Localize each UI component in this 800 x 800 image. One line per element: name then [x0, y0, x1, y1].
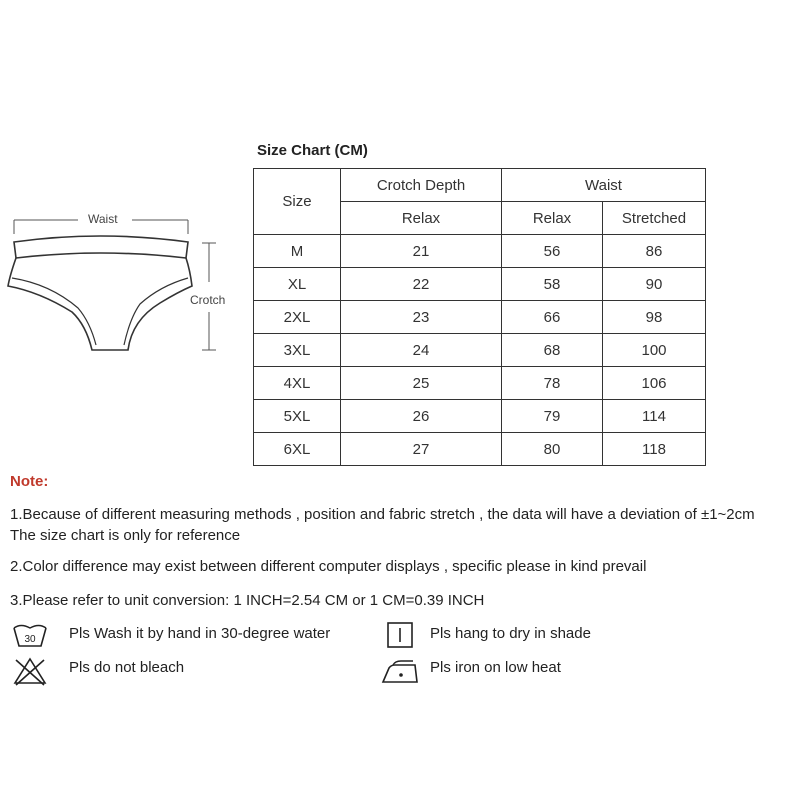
- cell-waist-relax: 66: [502, 301, 603, 334]
- briefs-outline-illustration: [0, 200, 245, 365]
- cell-waist-stretched: 118: [603, 433, 706, 466]
- hand-wash-icon: [12, 622, 48, 655]
- size-rows: [254, 235, 706, 466]
- header-size: Size: [254, 169, 341, 235]
- table-header-row: [254, 169, 706, 202]
- cell-waist-relax: 68: [502, 334, 603, 367]
- size-chart-table: [253, 168, 706, 466]
- cell-waist-relax: 79: [502, 400, 603, 433]
- table-row: [254, 235, 706, 268]
- wash-temperature: 30: [24, 634, 36, 645]
- cell-waist-stretched: 86: [603, 235, 706, 268]
- table-row: [254, 433, 706, 466]
- cell-waist-stretched: 106: [603, 367, 706, 400]
- waist-label: Waist: [88, 212, 118, 226]
- cell-crotch-relax: 26: [341, 400, 502, 433]
- iron-low-icon: [379, 660, 421, 691]
- note-line-1: 1.Because of different measuring methods , position and fabric stretch , the data will have a deviation of ±1~2cm: [10, 506, 755, 523]
- cell-size: 2XL: [254, 301, 341, 334]
- subheader-crotch-relax: Relax: [341, 202, 502, 235]
- header-waist: Waist: [502, 169, 706, 202]
- table-row: [254, 301, 706, 334]
- cell-crotch-relax: 25: [341, 367, 502, 400]
- table-row: [254, 367, 706, 400]
- cell-size: 5XL: [254, 400, 341, 433]
- cell-waist-relax: 78: [502, 367, 603, 400]
- table-row: [254, 400, 706, 433]
- cell-waist-relax: 56: [502, 235, 603, 268]
- note-line-1b: The size chart is only for reference: [10, 527, 241, 544]
- hang-dry-icon: [387, 622, 413, 653]
- no-bleach-icon: [12, 656, 48, 691]
- cell-crotch-relax: 22: [341, 268, 502, 301]
- cell-crotch-relax: 23: [341, 301, 502, 334]
- cell-waist-stretched: 114: [603, 400, 706, 433]
- cell-crotch-relax: 27: [341, 433, 502, 466]
- cell-size: 3XL: [254, 334, 341, 367]
- bleach-instruction: Pls do not bleach: [69, 659, 185, 676]
- table-row: [254, 268, 706, 301]
- cell-waist-relax: 58: [502, 268, 603, 301]
- cell-size: XL: [254, 268, 341, 301]
- subheader-waist-relax: Relax: [502, 202, 603, 235]
- cell-waist-stretched: 98: [603, 301, 706, 334]
- header-crotch-depth: Crotch Depth: [341, 169, 502, 202]
- briefs-diagram: [0, 200, 245, 365]
- wash-instruction: Pls Wash it by hand in 30-degree water: [69, 625, 331, 642]
- cell-waist-stretched: 90: [603, 268, 706, 301]
- size-chart-title: Size Chart (CM): [257, 142, 368, 159]
- note-line-2: 2.Color difference may exist between different computer displays , specific please in kind prevail: [10, 558, 647, 575]
- iron-instruction: Pls iron on low heat: [430, 659, 561, 676]
- subheader-waist-stretched: Stretched: [603, 202, 706, 235]
- crotch-label: Crotch: [190, 293, 226, 307]
- cell-waist-stretched: 100: [603, 334, 706, 367]
- cell-crotch-relax: 21: [341, 235, 502, 268]
- cell-size: 4XL: [254, 367, 341, 400]
- hang-instruction: Pls hang to dry in shade: [430, 625, 591, 642]
- table-row: [254, 334, 706, 367]
- note-heading: Note:: [10, 473, 49, 490]
- cell-waist-relax: 80: [502, 433, 603, 466]
- cell-size: 6XL: [254, 433, 341, 466]
- cell-crotch-relax: 24: [341, 334, 502, 367]
- note-line-3: 3.Please refer to unit conversion: 1 INCH=2.54 CM or 1 CM=0.39 INCH: [10, 592, 485, 609]
- cell-size: M: [254, 235, 341, 268]
